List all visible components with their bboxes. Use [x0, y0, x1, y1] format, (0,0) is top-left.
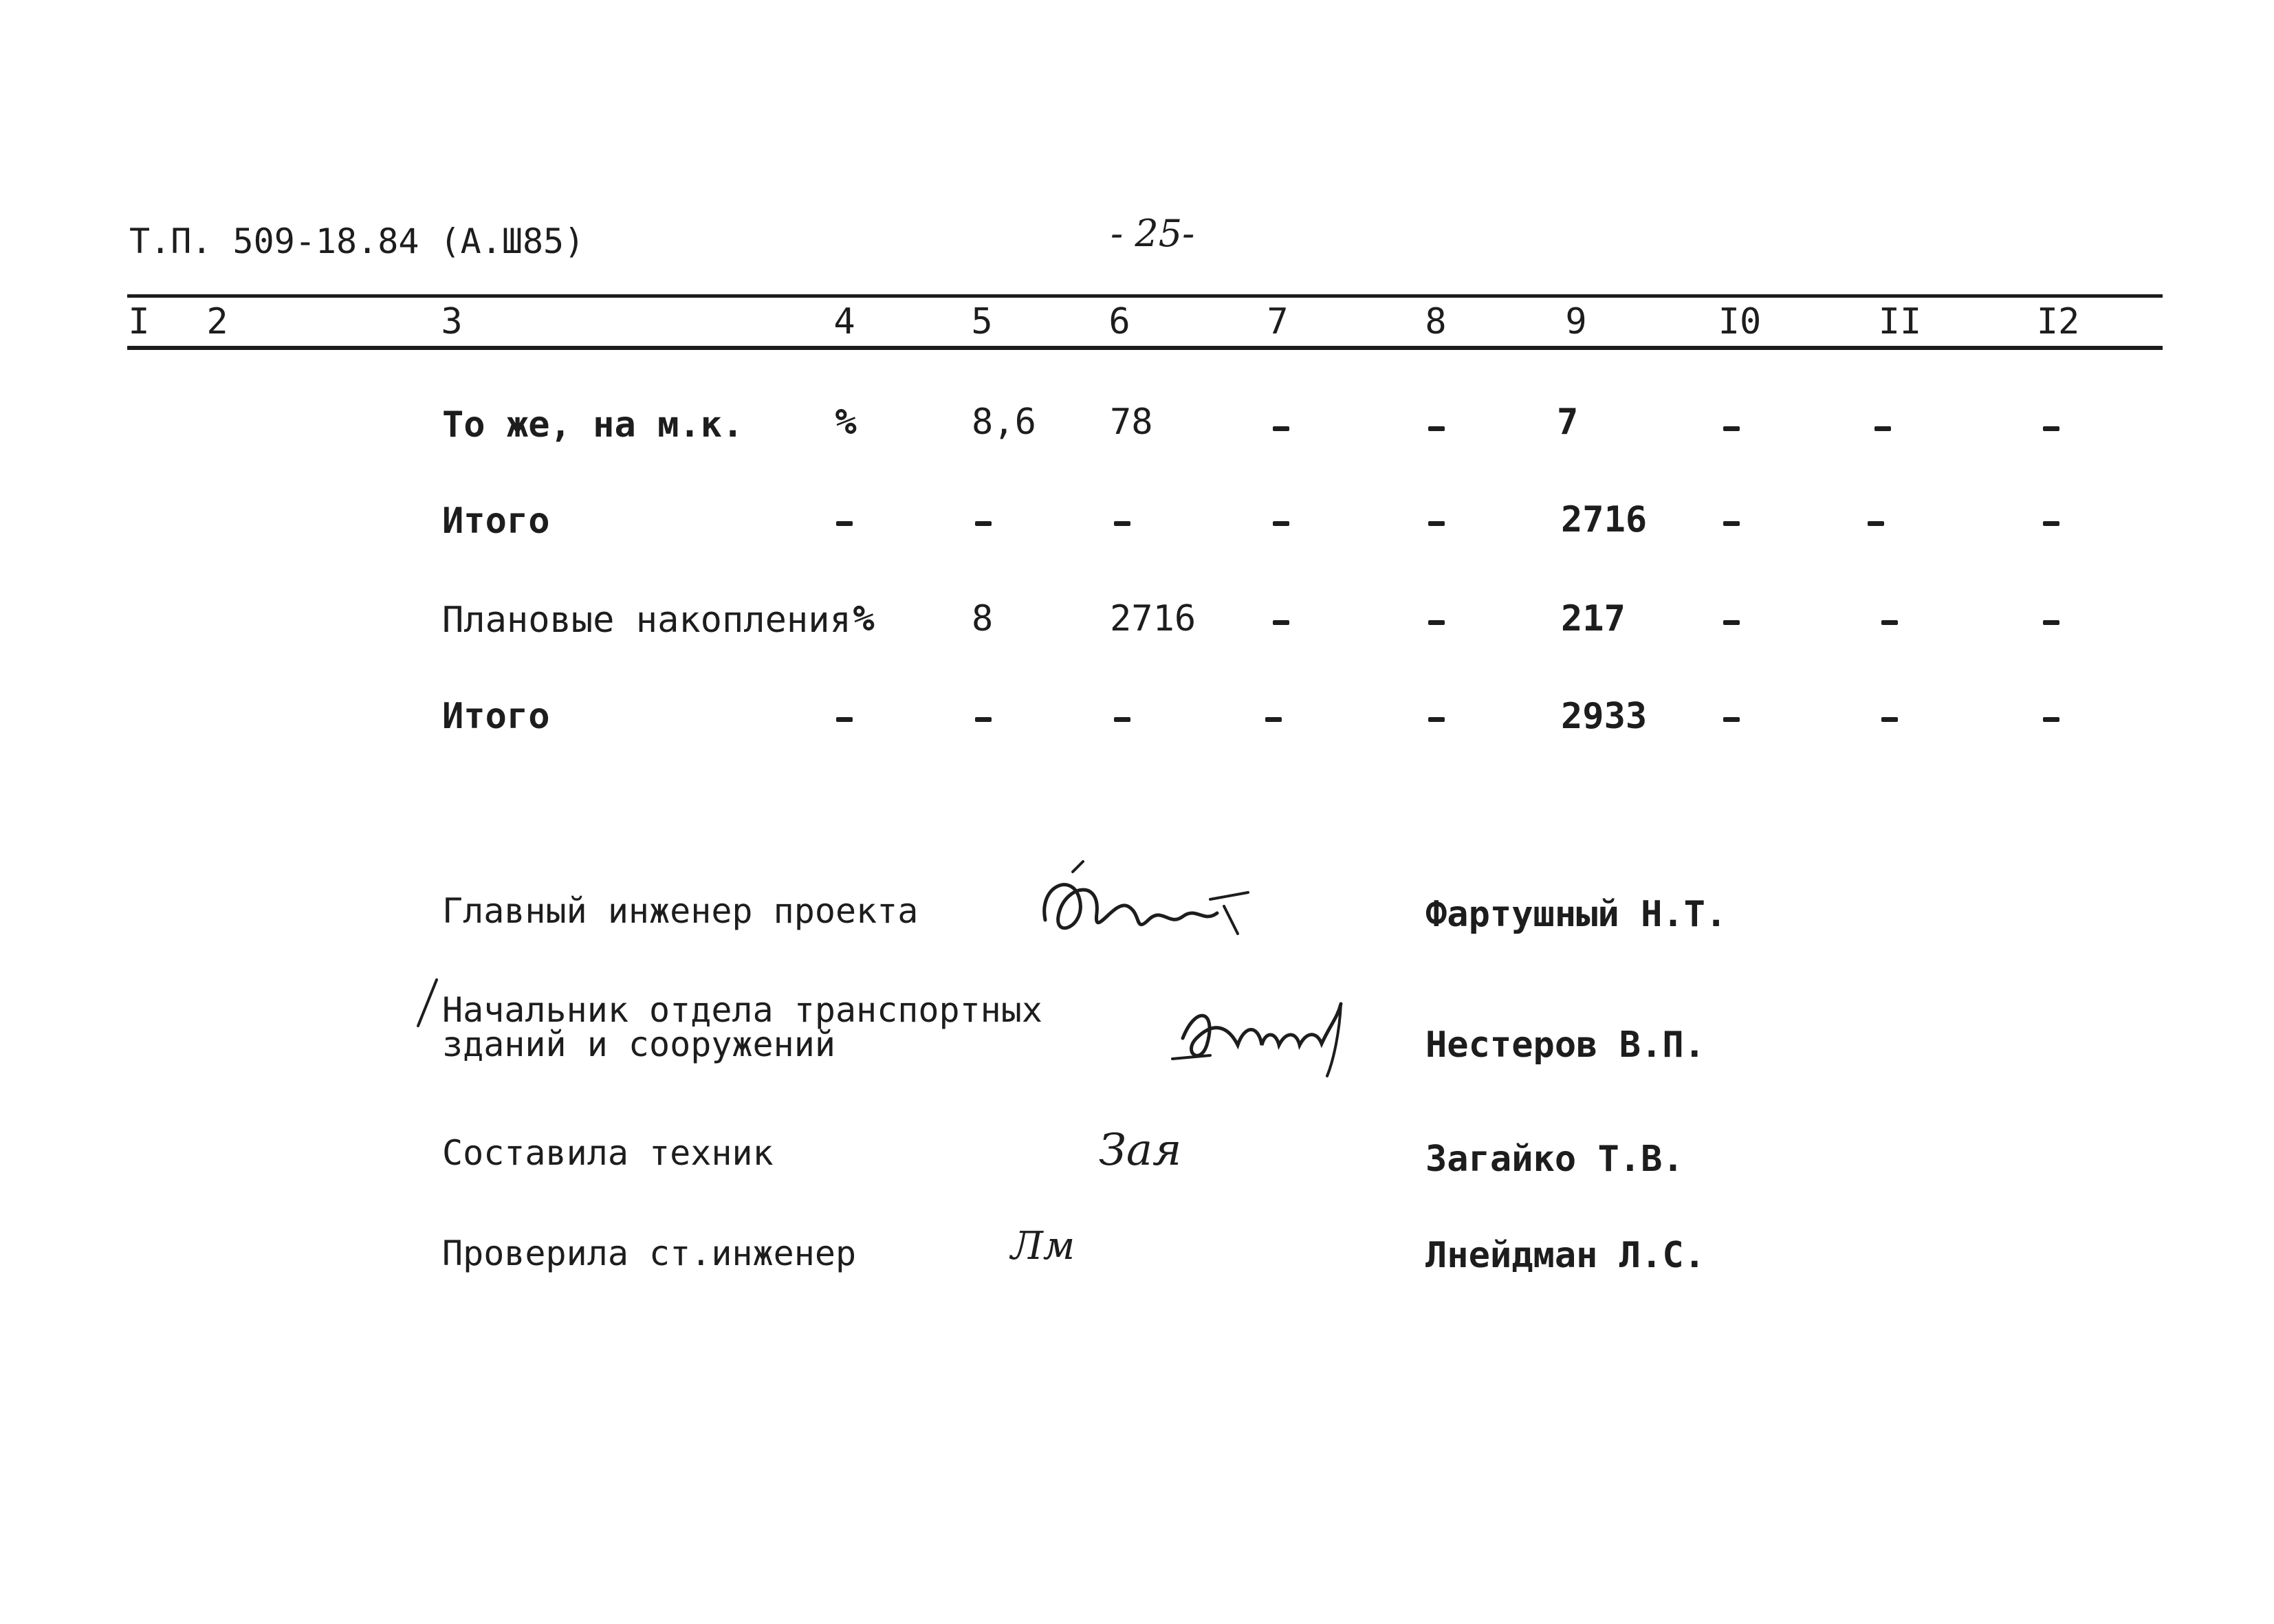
column-number: I2 [2036, 301, 2080, 342]
row-name: То же, на м.к. [442, 404, 744, 446]
cell-col8-dash [1428, 620, 1445, 625]
column-number: 3 [441, 301, 463, 342]
row-unit: % [835, 402, 857, 443]
column-number: 5 [971, 301, 993, 342]
cell-col11-dash [1868, 521, 1884, 526]
cell-col9: 2933 [1561, 696, 1648, 737]
cell-col5: 8 [972, 598, 994, 639]
row-name: Итого [442, 696, 550, 737]
cell-col11-dash [1874, 426, 1891, 431]
handwritten-signature: Зая [1099, 1125, 1182, 1176]
cell-col10-dash [1723, 521, 1740, 526]
row-name: Итого [442, 501, 550, 542]
handwritten-signature: Лм [1011, 1224, 1075, 1269]
slash-mark [413, 976, 440, 1031]
column-number: I0 [1718, 301, 1762, 342]
table-header-bottom-rule [127, 346, 2163, 350]
cell-col11-dash [1881, 717, 1898, 722]
cell-col10-dash [1723, 426, 1740, 431]
cell-col5-dash [975, 521, 992, 526]
column-number: 6 [1108, 301, 1130, 342]
column-number: 9 [1565, 301, 1587, 342]
signer-role: Составила техник [442, 1133, 774, 1173]
cell-col12-dash [2043, 521, 2059, 526]
signer-name: Лнейдман Л.С. [1425, 1235, 1705, 1276]
handwritten-signature [1169, 990, 1355, 1079]
signer-role-line2: зданий и сооружений [442, 1024, 835, 1064]
cell-col6-dash [1114, 717, 1130, 722]
row-unit-dash [836, 521, 853, 526]
cell-col7-dash [1273, 620, 1289, 625]
cell-col7-dash [1273, 521, 1289, 526]
cell-col5-dash [975, 717, 992, 722]
cell-col9: 7 [1557, 402, 1579, 443]
row-unit-dash [836, 717, 853, 722]
cell-col8-dash [1428, 426, 1445, 431]
column-number: 4 [833, 301, 855, 342]
page-number: - 25- [1111, 212, 1195, 255]
cell-col12-dash [2043, 620, 2059, 625]
cell-col6: 2716 [1110, 598, 1196, 639]
cell-col6: 78 [1110, 402, 1153, 443]
column-number: II [1878, 301, 1922, 342]
cell-col10-dash [1723, 620, 1740, 625]
signer-role: Проверила ст.инженер [442, 1233, 857, 1273]
cell-col9: 2716 [1561, 499, 1648, 540]
cell-col8-dash [1428, 521, 1445, 526]
cell-col5: 8,6 [972, 402, 1036, 443]
signer-role: Главный инженер проекта [442, 891, 919, 931]
document-code: Т.П. 509-18.84 (А.Ш85) [129, 221, 585, 261]
cell-col11-dash [1881, 620, 1898, 625]
row-name: Плановые накопления [442, 600, 851, 641]
table-top-rule [127, 294, 2163, 298]
column-number: I [128, 301, 150, 342]
handwritten-signature [1031, 858, 1258, 975]
column-number: 7 [1267, 301, 1289, 342]
cell-col12-dash [2043, 717, 2059, 722]
row-unit: % [853, 598, 875, 639]
signer-name: Фартушный Н.Т. [1425, 894, 1727, 935]
cell-col7-dash [1273, 426, 1289, 431]
cell-col9: 217 [1561, 598, 1626, 639]
cell-col6-dash [1114, 521, 1130, 526]
cell-col10-dash [1723, 717, 1740, 722]
signer-role-line1: Начальник отдела транспортных [442, 990, 1042, 1030]
signer-name: Нестеров В.П. [1425, 1024, 1705, 1066]
column-number: 8 [1425, 301, 1447, 342]
signer-name: Загайко Т.В. [1425, 1139, 1684, 1180]
cell-col8-dash [1428, 717, 1445, 722]
column-number: 2 [206, 301, 228, 342]
cell-col7-dash [1265, 717, 1282, 722]
cell-col12-dash [2043, 426, 2059, 431]
